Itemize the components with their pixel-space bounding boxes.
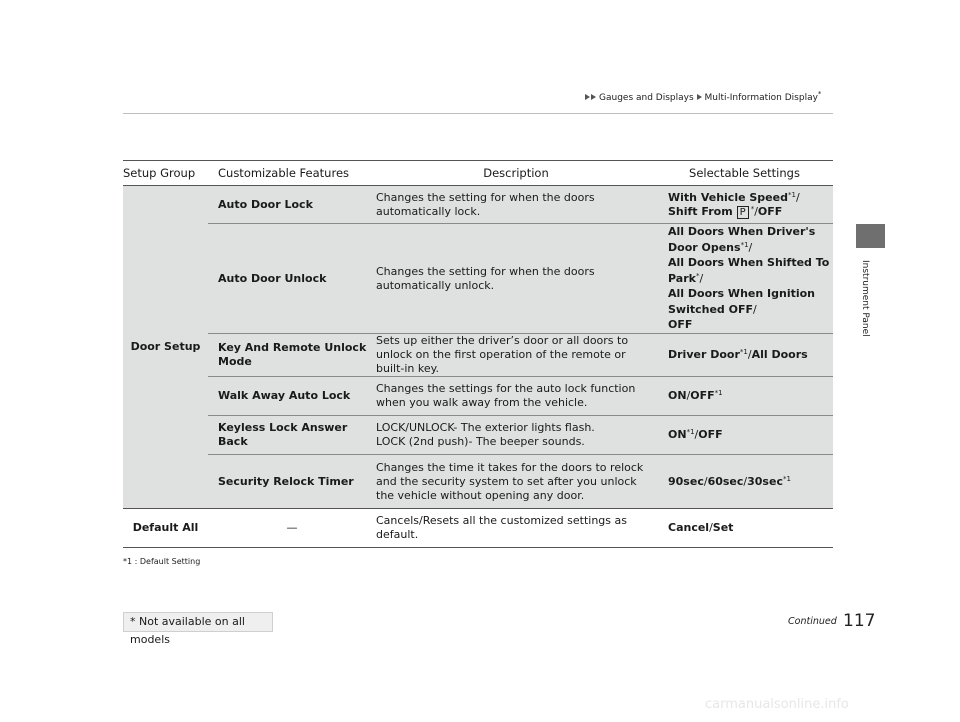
table-row — [123, 416, 833, 455]
footnote-mark: * — [695, 271, 700, 280]
setting-option: 60sec — [707, 474, 744, 488]
separator: / — [754, 204, 758, 218]
footnote-mark: *1 — [714, 389, 723, 397]
setting-option: Cancel — [668, 521, 710, 534]
footnote-mark: *1 — [686, 428, 695, 436]
description-cell: Changes the setting for when the doors automatically unlock. — [376, 224, 656, 334]
setting-option: ON — [668, 389, 687, 402]
separator: / — [748, 240, 753, 254]
page-number: 117 — [843, 611, 876, 631]
setting-option: All Doors — [751, 348, 808, 361]
feature-cell: — — [208, 509, 376, 548]
setting-option: OFF — [668, 318, 693, 332]
arrow-icon — [585, 94, 590, 100]
feature-cell: Security Relock Timer — [208, 455, 376, 509]
settings-cell — [656, 334, 833, 377]
separator: / — [747, 348, 752, 361]
footnote: *1 : Default Setting — [123, 557, 201, 566]
separator: / — [753, 302, 757, 316]
breadcrumb-item[interactable]: Gauges and Displays — [599, 93, 694, 103]
description-line: LOCK (2nd push)- The beeper sounds. — [376, 435, 585, 448]
separator: / — [694, 428, 699, 441]
setting-option: All Doors When Ignition Switched OFF — [668, 287, 816, 316]
feature-cell: Auto Door Lock — [208, 186, 376, 224]
setting-option: All Doors When Driver's Door Opens — [668, 225, 816, 254]
setting-option: 90sec — [668, 474, 704, 488]
table-row — [123, 334, 833, 377]
setting-option: OFF — [757, 204, 783, 218]
separator: / — [743, 474, 748, 488]
arrow-icon — [591, 94, 596, 100]
description-cell: Sets up either the driver’s door or all doors to unlock on the first operation of the remote or built-in key. — [376, 334, 656, 377]
setting-option: Shift From — [668, 204, 733, 218]
footnote-mark: * — [750, 204, 755, 213]
settings-cell — [656, 224, 833, 334]
separator: / — [686, 389, 691, 402]
setting-option: ON — [668, 428, 687, 441]
header-divider — [123, 113, 833, 114]
table-row — [123, 377, 833, 416]
settings-cell — [656, 186, 833, 224]
setting-option: OFF — [690, 389, 715, 402]
setting-option: Set — [712, 521, 734, 534]
table-row — [123, 455, 833, 509]
breadcrumb-item[interactable]: Multi-Information Display — [704, 93, 818, 103]
setting-option: Driver Door — [668, 348, 740, 361]
separator: / — [699, 271, 704, 285]
description-line: LOCK/UNLOCK- The exterior lights flash. — [376, 421, 595, 434]
column-header: Customizable Features — [208, 161, 376, 186]
watermark: carmanualsonline.info — [705, 697, 849, 712]
settings-cell — [656, 455, 833, 509]
setting-option: OFF — [698, 428, 723, 441]
table-row — [123, 224, 833, 334]
setting-option: 30sec — [747, 474, 783, 488]
table-header-row — [123, 161, 833, 186]
column-header: Setup Group — [123, 161, 208, 186]
setup-group-cell: Door Setup — [123, 186, 208, 509]
footnote-mark: *1 — [787, 190, 796, 199]
feature-cell: Auto Door Unlock — [208, 224, 376, 334]
settings-cell — [656, 509, 833, 548]
table-row — [123, 186, 833, 224]
breadcrumb — [585, 90, 822, 103]
park-symbol: P — [737, 206, 749, 219]
description-cell: Changes the time it takes for the doors to relock and the security system to set after you unlock the vehicle without opening any door. — [376, 455, 656, 509]
setup-group-cell: Default All — [123, 509, 208, 548]
arrow-icon — [697, 94, 702, 100]
section-label: Instrument Panel — [860, 260, 870, 337]
footnote-mark: *1 — [740, 240, 749, 249]
settings-table — [123, 160, 833, 548]
section-tab[interactable] — [856, 224, 885, 248]
feature-cell: Walk Away Auto Lock — [208, 377, 376, 416]
table-row — [123, 509, 833, 548]
description-cell — [376, 416, 656, 455]
footnote-mark: * — [817, 90, 822, 98]
continued-label: Continued — [788, 616, 837, 627]
settings-cell — [656, 377, 833, 416]
footnote-mark: *1 — [782, 474, 791, 483]
setting-option: With Vehicle Speed — [668, 190, 788, 204]
description-cell: Changes the settings for the auto lock function when you walk away from the vehicle. — [376, 377, 656, 416]
settings-cell — [656, 416, 833, 455]
column-header: Description — [376, 161, 656, 186]
feature-cell: Key And Remote Unlock Mode — [208, 334, 376, 377]
footnote-mark: *1 — [739, 348, 748, 356]
availability-notice: * Not available on all models — [123, 612, 273, 632]
setting-option: All Doors When Shifted To Park — [668, 256, 830, 285]
separator: / — [703, 474, 708, 488]
column-header: Selectable Settings — [656, 161, 833, 186]
separator: / — [795, 190, 800, 204]
description-cell: Changes the setting for when the doors automatically lock. — [376, 186, 656, 224]
feature-cell: Keyless Lock Answer Back — [208, 416, 376, 455]
separator: / — [709, 521, 713, 534]
description-cell: Cancels/Resets all the customized settings as default. — [376, 509, 656, 548]
